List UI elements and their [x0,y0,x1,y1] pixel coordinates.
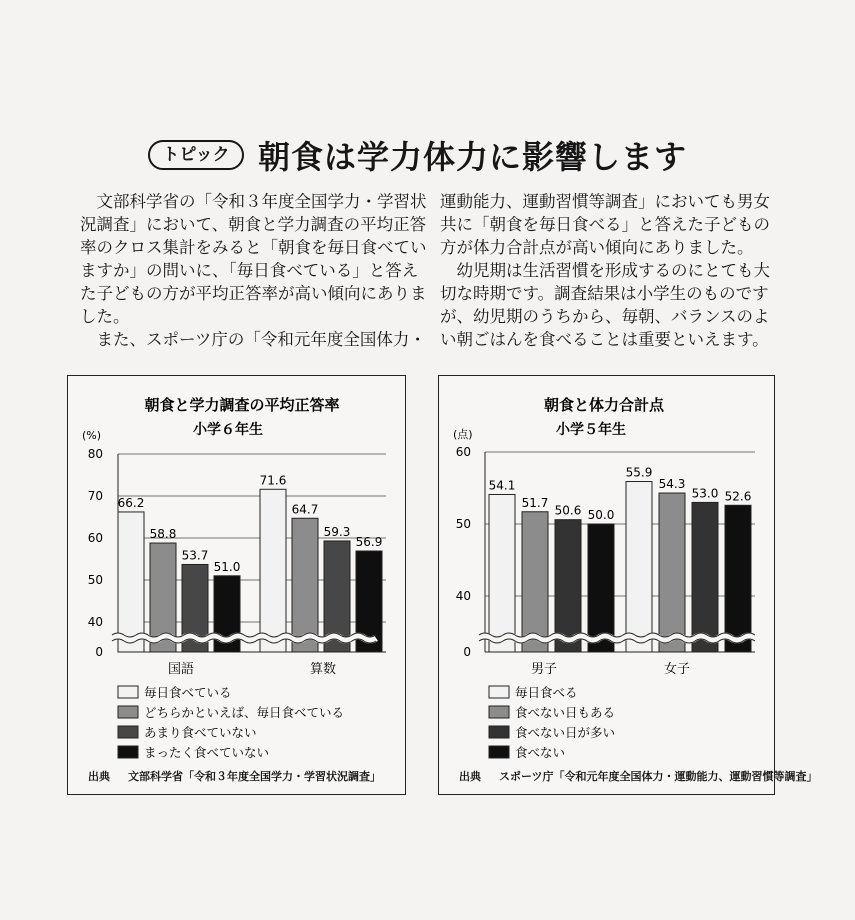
bar-value-label: 56.9 [355,535,383,550]
source-label: 出典 [459,770,481,783]
source-text: スポーツ庁「令和元年度全国体力・運動能力、運動習慣等調査」 [499,770,818,783]
y-tick-label: 40 [87,615,103,629]
bar [292,518,318,652]
chart-source [88,768,381,784]
bar-value-label: 59.3 [323,524,351,539]
bar-value-label: 51.0 [213,559,241,574]
y-tick-label: 60 [87,531,103,545]
bar-value-label: 54.1 [488,478,516,493]
legend-label: 食べない日が多い [515,725,616,740]
bar [260,489,286,652]
x-category-label: 男子 [530,662,558,677]
bar-value-label: 50.0 [587,508,615,522]
legend-label: 毎日食べている [144,685,232,700]
bar [489,494,515,652]
x-category-label: 女子 [663,662,691,677]
chart-title: 朝食と学力調査の平均正答率 [144,396,340,414]
bar-value-label: 50.6 [554,503,582,518]
chart-source [459,768,818,784]
y-tick-label: 50 [87,573,103,587]
bar-value-label: 53.0 [691,486,719,501]
y-axis-unit: (点) [453,428,473,441]
y-tick-label: 80 [87,447,103,461]
article-paragraph: 運動能力、運動習慣等調査」においても男女共に「朝食を毎日食べる」と答えた子どもの方が体力合計点が高い傾向にありました。 [440,192,770,257]
bar [692,502,718,652]
legend-swatch [118,706,138,718]
bar [659,493,685,652]
legend-label: 食べない [515,745,566,760]
y-tick-label: 60 [455,445,471,459]
y-tick-label: 0 [463,645,471,659]
bar [626,482,652,652]
bar-value-label: 54.3 [658,477,686,492]
page-title: 朝食は学力体力に影響します [258,138,688,176]
bar-value-label: 53.7 [181,548,209,563]
topic-tag: トピック [148,140,244,170]
source-text: 文部科学省「令和３年度全国学力・学習状況調査」 [128,770,381,783]
bar-value-label: 58.8 [149,527,177,542]
bar-value-label: 64.7 [291,502,319,517]
bar-value-label: 66.2 [117,495,145,510]
bar-value-label: 52.6 [724,489,752,504]
chart-subtitle: 小学６年生 [193,422,263,438]
source-label: 出典 [88,770,110,783]
legend-label: あまり食べていない [144,725,257,740]
x-category-label: 国語 [167,662,195,677]
legend-swatch [489,726,509,738]
chart-academic-svg [68,376,407,796]
chart-fitness-svg [439,376,776,796]
legend-swatch [489,686,509,698]
article-paragraph: 文部科学省の「令和３年度全国学力・学習状況調査」において、朝食と学力調査の平均正答率のクロス集計をみると「朝食を毎日食べていますか」の問いに、「毎日食べている」と答えた子どもの方が平均正答率が高い傾向にありました。 [80,192,427,326]
bar-value-label: 55.9 [625,465,653,480]
bar [725,505,751,652]
chart-subtitle: 小学５年生 [556,422,626,438]
chart-title: 朝食と体力合計点 [543,396,665,414]
legend-label: 毎日食べる [515,685,578,700]
bar-value-label: 71.6 [259,473,287,488]
article-column-left [80,190,428,351]
legend-swatch [489,706,509,718]
legend-label: まったく食べていない [144,745,270,760]
legend-label: 食べない日もある [515,705,616,720]
article-header [148,130,708,182]
y-tick-label: 0 [95,645,103,659]
y-tick-label: 70 [87,489,103,503]
chart-fitness [438,375,818,795]
bar [588,524,614,652]
legend-swatch [118,726,138,738]
bar [522,512,548,652]
y-tick-label: 50 [455,517,471,531]
legend-swatch [118,686,138,698]
y-axis-unit: (%) [82,429,102,442]
chart-academic [67,375,406,795]
article-paragraph: また、スポーツ庁の「令和元年度全国体力・ [96,330,426,349]
legend-swatch [489,746,509,758]
bar-value-label: 51.7 [521,495,549,510]
x-category-label: 算数 [309,662,337,677]
bar [555,520,581,652]
legend-label: どちらかといえば、毎日食べている [144,705,345,720]
article-column-right [440,190,778,351]
legend-swatch [118,746,138,758]
bar [118,512,144,652]
article-paragraph: 幼児期は生活習慣を形成するのにとても大切な時期です。調査結果は小学生のものですが、幼児期のうちから、毎朝、バランスのよい朝ごはんを食べることは重要といえます。 [440,261,770,349]
y-tick-label: 40 [455,589,471,603]
